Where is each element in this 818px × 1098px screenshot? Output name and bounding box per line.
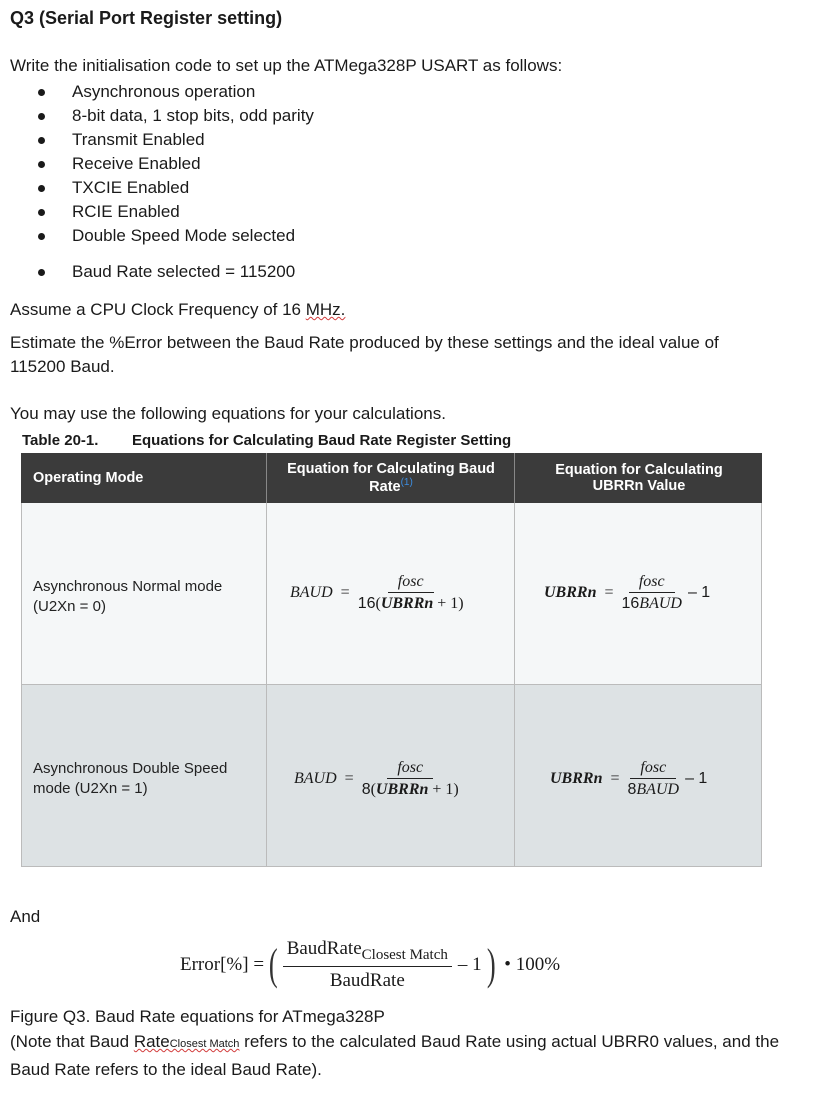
bullet-icon — [38, 89, 45, 96]
right-paren-icon: ) — [486, 939, 496, 989]
baud-equation: BAUD = $\frac{\text{fosc}}{\text{16(UBRRn + 1)}}$ — [290, 573, 464, 612]
list-item: RCIE Enabled — [38, 200, 314, 224]
and-text: And — [10, 907, 41, 926]
error-formula: Error[%] = ( BaudRate$_{Closest Match}$ BaudRate – 1 ) • 100% — [180, 938, 561, 991]
bullet-icon — [38, 185, 45, 192]
figure-note: (Note that Baud RateClosest Match refers to the calculated Baud Rate using actual UBRR0 values, and the — [10, 1032, 780, 1051]
bullet-icon — [38, 269, 45, 276]
ubrr-equation: UBRRn = $\frac{\text{fosc}}{\text{8BAUD}}$ – 1 — [550, 759, 708, 798]
bullet-icon — [38, 113, 45, 120]
spellcheck-word: MHz. — [305, 300, 346, 319]
table-row — [21, 503, 762, 685]
footnote-ref: (1) — [400, 477, 413, 489]
column-divider — [266, 685, 267, 866]
list-item: Double Speed Mode selected — [38, 224, 314, 248]
bullet-icon — [38, 233, 45, 240]
header-baud-equation: Equation for Calculating Baud Rate$^{(1)}$ — [266, 453, 515, 503]
column-divider — [514, 503, 515, 684]
error-lhs: Error[%] = — [180, 953, 265, 975]
mode-cell: Asynchronous Normal mode (U2Xn = 0) — [33, 578, 223, 615]
column-divider — [266, 503, 267, 684]
list-item: 8-bit data, 1 stop bits, odd parity — [38, 104, 314, 128]
table-header — [21, 453, 762, 503]
list-item: TXCIE Enabled — [38, 176, 314, 200]
bullet-icon — [38, 137, 45, 144]
equations-intro: You may use the following equations for your calculations. — [10, 404, 446, 423]
left-paren-icon: ( — [268, 939, 278, 989]
header-operating-mode: Operating Mode — [33, 470, 144, 486]
bullet-icon — [38, 161, 45, 168]
header-ubrr-equation: Equation for Calculating UBRRn Value — [514, 453, 763, 503]
bullet-icon — [38, 209, 45, 216]
figure-caption: Figure Q3. Baud Rate equations for ATmega328P — [10, 1007, 385, 1026]
figure-caption-block: Figure Q3. Baud Rate equations for ATmega328P (Note that Baud RateClosest Match refers to the calculated Baud Rate using actual UBRR0 values, and the Baud Rate refers to the ideal Baud Rate). — [10, 1004, 810, 1082]
list-item: Baud Rate selected = 115200 — [38, 260, 314, 284]
list-item: Asynchronous operation — [38, 80, 314, 104]
ubrr-equation: UBRRn = $\frac{\text{fosc}}{\text{16BAUD}}$ – 1 — [544, 573, 711, 612]
baud-equations-table — [21, 453, 762, 873]
table-row — [21, 685, 762, 867]
assumption-text: Assume a CPU Clock Frequency of 16 MHz. — [10, 300, 346, 319]
table-caption: Table 20-1. Equations for Calculating Baud Rate Register Setting — [22, 432, 512, 449]
question-title: Q3 (Serial Port Register setting) — [10, 8, 283, 28]
estimate-text: Estimate the %Error between the Baud Rate produced by these settings and the ideal value of 115200 Baud. — [10, 333, 719, 376]
requirements-list — [38, 80, 314, 284]
column-divider — [514, 685, 515, 866]
list-item: Receive Enabled — [38, 152, 314, 176]
baud-equation: BAUD = $\frac{\text{fosc}}{\text{8(UBRRn + 1)}}$ — [294, 759, 459, 798]
intro-text: Write the initialisation code to set up the ATMega328P USART as follows: — [10, 56, 563, 75]
mode-cell: Asynchronous Double Speed mode (U2Xn = 1) — [33, 760, 228, 797]
list-item: Transmit Enabled — [38, 128, 314, 152]
